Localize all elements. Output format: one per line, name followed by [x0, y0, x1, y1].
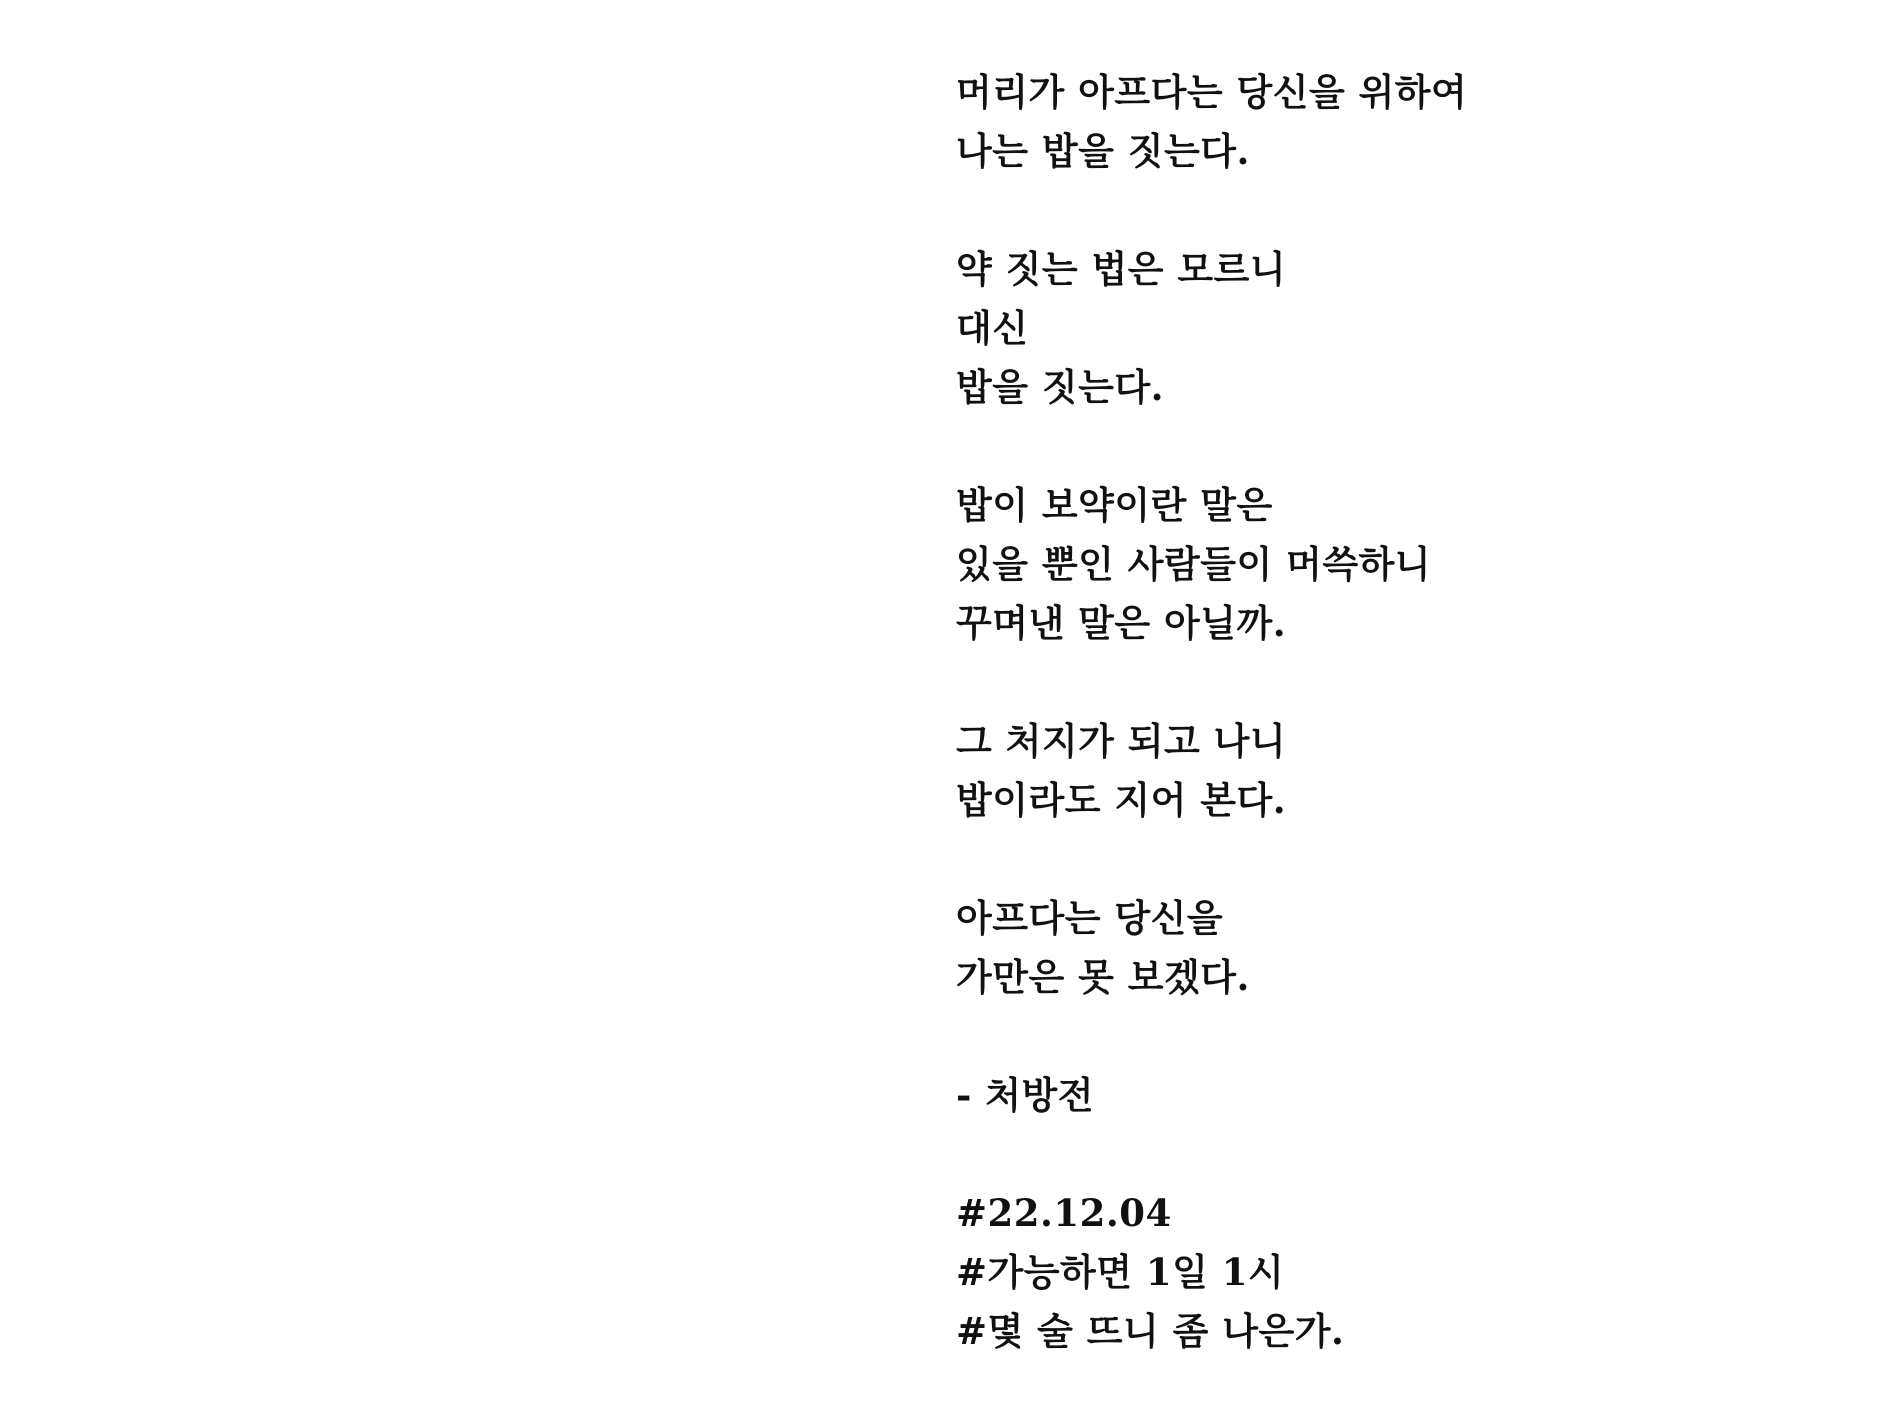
stanza-gap: [956, 181, 1836, 240]
poem-line: 밥을 짓는다.: [956, 365, 1164, 409]
poem-line: 꾸며낸 말은 아닐까.: [956, 601, 1287, 645]
poem-text: [956, 63, 1836, 1361]
poem-line: 가만은 못 보겠다.: [956, 955, 1250, 999]
poem-line: 밥이 보약이란 말은: [956, 483, 1273, 527]
poem-line: 나는 밥을 짓는다.: [956, 129, 1250, 173]
hashtag: #가능하면 1일 1시: [956, 1250, 1285, 1294]
stanza: [956, 476, 1836, 653]
stanza: [956, 63, 1836, 181]
hashtag-list: [956, 1184, 1836, 1361]
poem-line: 밥이라도 지어 본다.: [956, 778, 1287, 822]
poem-line: 그 처지가 되고 나니: [956, 719, 1287, 763]
poem-line: 대신: [956, 306, 1029, 350]
stanza: [956, 712, 1836, 830]
stanza-gap: [956, 417, 1836, 476]
hashtag: #22.12.04: [956, 1191, 1172, 1235]
poem-author: - 처방전: [956, 1073, 1094, 1117]
stanza: [956, 240, 1836, 417]
stanza-gap: [956, 830, 1836, 889]
poem-line: 아프다는 당신을: [956, 896, 1224, 940]
stanza-gap: [956, 653, 1836, 712]
poem-line: 머리가 아프다는 당신을 위하여: [956, 70, 1468, 114]
stanza-gap: [956, 1007, 1836, 1066]
poem-line: 있을 뿐인 사람들이 머쓱하니: [956, 542, 1432, 586]
stanza-gap: [956, 1125, 1836, 1184]
stanza: [956, 889, 1836, 1007]
hashtag: #몇 술 뜨니 좀 나은가.: [956, 1309, 1345, 1353]
poem-line: 약 짓는 법은 모르니: [956, 247, 1287, 291]
